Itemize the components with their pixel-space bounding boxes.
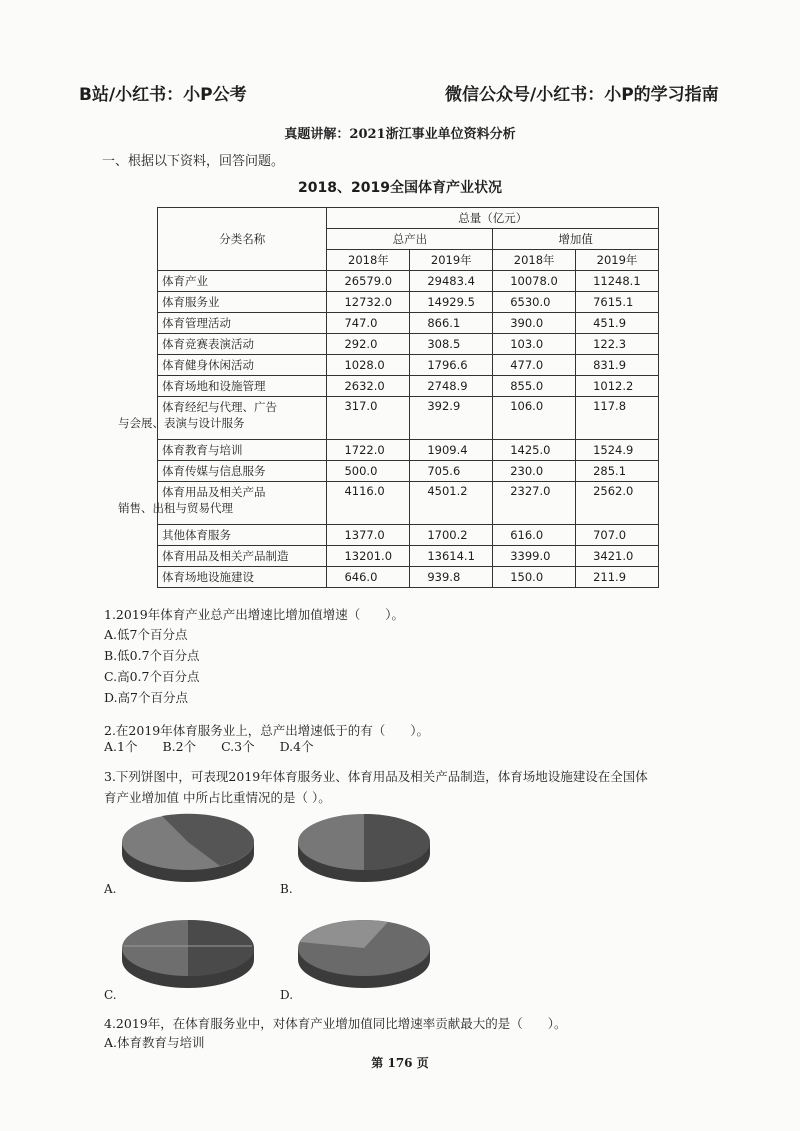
q1-option-a: A.低7个百分点: [104, 627, 188, 642]
cell: 831.9: [576, 355, 659, 376]
pie-label-a: A.: [104, 882, 117, 896]
cell: 14929.5: [410, 292, 493, 313]
cell: 392.9: [410, 397, 493, 440]
cell: 308.5: [410, 334, 493, 355]
row-label: 体育产业: [158, 271, 327, 292]
table-row: [158, 376, 659, 397]
q4-option-a: A.体育教育与培训: [104, 1035, 205, 1050]
cell: 855.0: [493, 376, 576, 397]
cell: 2327.0: [493, 482, 576, 525]
row-label: 其他体育服务: [158, 525, 327, 546]
cell: 1012.2: [576, 376, 659, 397]
table-row: [158, 440, 659, 461]
cell: 2632.0: [327, 376, 410, 397]
cell: 1028.0: [327, 355, 410, 376]
table-title: 2018、2019全国体育产业状况: [298, 180, 502, 196]
q1-option-b: B.低0.7个百分点: [104, 648, 200, 663]
header-right: 微信公众号/小红书：小P的学习指南: [445, 85, 719, 105]
cell: 292.0: [327, 334, 410, 355]
cell: 646.0: [327, 567, 410, 588]
q1-stem: 1.2019年体育产业总产出增速比增加值增速（ ）。: [104, 607, 404, 622]
cell: 1425.0: [493, 440, 576, 461]
col-header-output: 总产出: [327, 229, 493, 250]
cell: 939.8: [410, 567, 493, 588]
row-label-line1: 体育用品及相关产品: [162, 485, 266, 499]
pie-chart-b[interactable]: [296, 812, 436, 887]
cell: 12732.0: [327, 292, 410, 313]
cell: 122.3: [576, 334, 659, 355]
pie-chart-d[interactable]: [296, 918, 436, 993]
q1-option-d: D.高7个百分点: [104, 690, 189, 705]
row-label-line1: 体育经纪与代理、广告: [162, 400, 277, 414]
cell: 1909.4: [410, 440, 493, 461]
row-label: 体育教育与培训: [158, 440, 327, 461]
pie-label-d: D.: [280, 988, 294, 1002]
pie-label-c: C.: [104, 988, 117, 1002]
row-label: 体育传媒与信息服务: [158, 461, 327, 482]
pie-chart-c[interactable]: [120, 918, 260, 993]
cell: 103.0: [493, 334, 576, 355]
cell: 1796.6: [410, 355, 493, 376]
intro-text: 一、根据以下资料，回答问题。: [102, 154, 285, 169]
q2-stem: 2.在2019年体育服务业上，总产出增速低于的有（ ）。: [104, 723, 429, 738]
q1-option-c: C.高0.7个百分点: [104, 669, 200, 684]
row-label: 体育管理活动: [158, 313, 327, 334]
table-row: [158, 482, 659, 525]
cell: 10078.0: [493, 271, 576, 292]
cell: 707.0: [576, 525, 659, 546]
row-label: 体育竞赛表演活动: [158, 334, 327, 355]
cell: 1722.0: [327, 440, 410, 461]
cell: 3399.0: [493, 546, 576, 567]
cell: 500.0: [327, 461, 410, 482]
col-header-added: 增加值: [493, 229, 659, 250]
table-row: [158, 525, 659, 546]
col-header-total: 总量（亿元）: [327, 208, 659, 229]
cell: 747.0: [327, 313, 410, 334]
row-label: 体育服务业: [158, 292, 327, 313]
data-table: [118, 207, 659, 588]
cell: 11248.1: [576, 271, 659, 292]
table-row: [158, 271, 659, 292]
cell: 2748.9: [410, 376, 493, 397]
col-year: 2019年: [410, 250, 493, 271]
cell: 390.0: [493, 313, 576, 334]
cell: 4501.2: [410, 482, 493, 525]
cell: 705.6: [410, 461, 493, 482]
row-label: 体育场地和设施管理: [158, 376, 327, 397]
cell: 29483.4: [410, 271, 493, 292]
cell: 117.8: [576, 397, 659, 440]
cell: 6530.0: [493, 292, 576, 313]
cell: 285.1: [576, 461, 659, 482]
row-label: 体育用品及相关产品制造: [158, 546, 327, 567]
cell: 3421.0: [576, 546, 659, 567]
page-number: 第 176 页: [371, 1056, 429, 1070]
q4-stem: 4.2019年，在体育服务业中，对体育产业增加值同比增速率贡献最大的是（ ）。: [104, 1016, 567, 1031]
cell: 150.0: [493, 567, 576, 588]
q3-stem-line2: 育产业增加值 中所占比重情况的是（ ）。: [104, 790, 331, 805]
col-year: 2019年: [576, 250, 659, 271]
q2-options: A.1个 B.2个 C.3个 D.4个: [104, 739, 314, 754]
col-year: 2018年: [493, 250, 576, 271]
table-row: [158, 567, 659, 588]
cell: 866.1: [410, 313, 493, 334]
cell: 230.0: [493, 461, 576, 482]
cell: 1700.2: [410, 525, 493, 546]
pie-chart-a[interactable]: [120, 812, 260, 887]
cell: 317.0: [327, 397, 410, 440]
table-row: [158, 334, 659, 355]
cell: 7615.1: [576, 292, 659, 313]
cell: 106.0: [493, 397, 576, 440]
table-row: [158, 546, 659, 567]
pie-label-b: B.: [280, 882, 293, 896]
cell: 13201.0: [327, 546, 410, 567]
cell: 2562.0: [576, 482, 659, 525]
row-label: 体育健身休闲活动: [158, 355, 327, 376]
page-title: 真题讲解：2021浙江事业单位资料分析: [284, 127, 516, 142]
table-row: [158, 292, 659, 313]
cell: 1524.9: [576, 440, 659, 461]
cell: 1377.0: [327, 525, 410, 546]
row-label-line2: 与会展、表演与设计服务: [118, 416, 245, 430]
q3-stem-line1: 3.下列饼图中，可表现2019年体育服务业、体育用品及相关产品制造，体育场地设施建设在全国体: [104, 769, 648, 784]
table-row: [158, 397, 659, 440]
cell: 4116.0: [327, 482, 410, 525]
cell: 616.0: [493, 525, 576, 546]
cell: 477.0: [493, 355, 576, 376]
cell: 211.9: [576, 567, 659, 588]
cell: 13614.1: [410, 546, 493, 567]
header-left: B站/小红书：小P公考: [79, 85, 247, 105]
col-year: 2018年: [327, 250, 410, 271]
col-header-category: 分类名称: [158, 208, 327, 271]
row-label: [118, 482, 327, 525]
table-row: [158, 313, 659, 334]
table-row: [158, 461, 659, 482]
cell: 26579.0: [327, 271, 410, 292]
table-row: [158, 355, 659, 376]
row-label-line2: 销售、出租与贸易代理: [118, 501, 233, 515]
row-label: [118, 397, 327, 440]
cell: 451.9: [576, 313, 659, 334]
row-label: 体育场地设施建设: [158, 567, 327, 588]
